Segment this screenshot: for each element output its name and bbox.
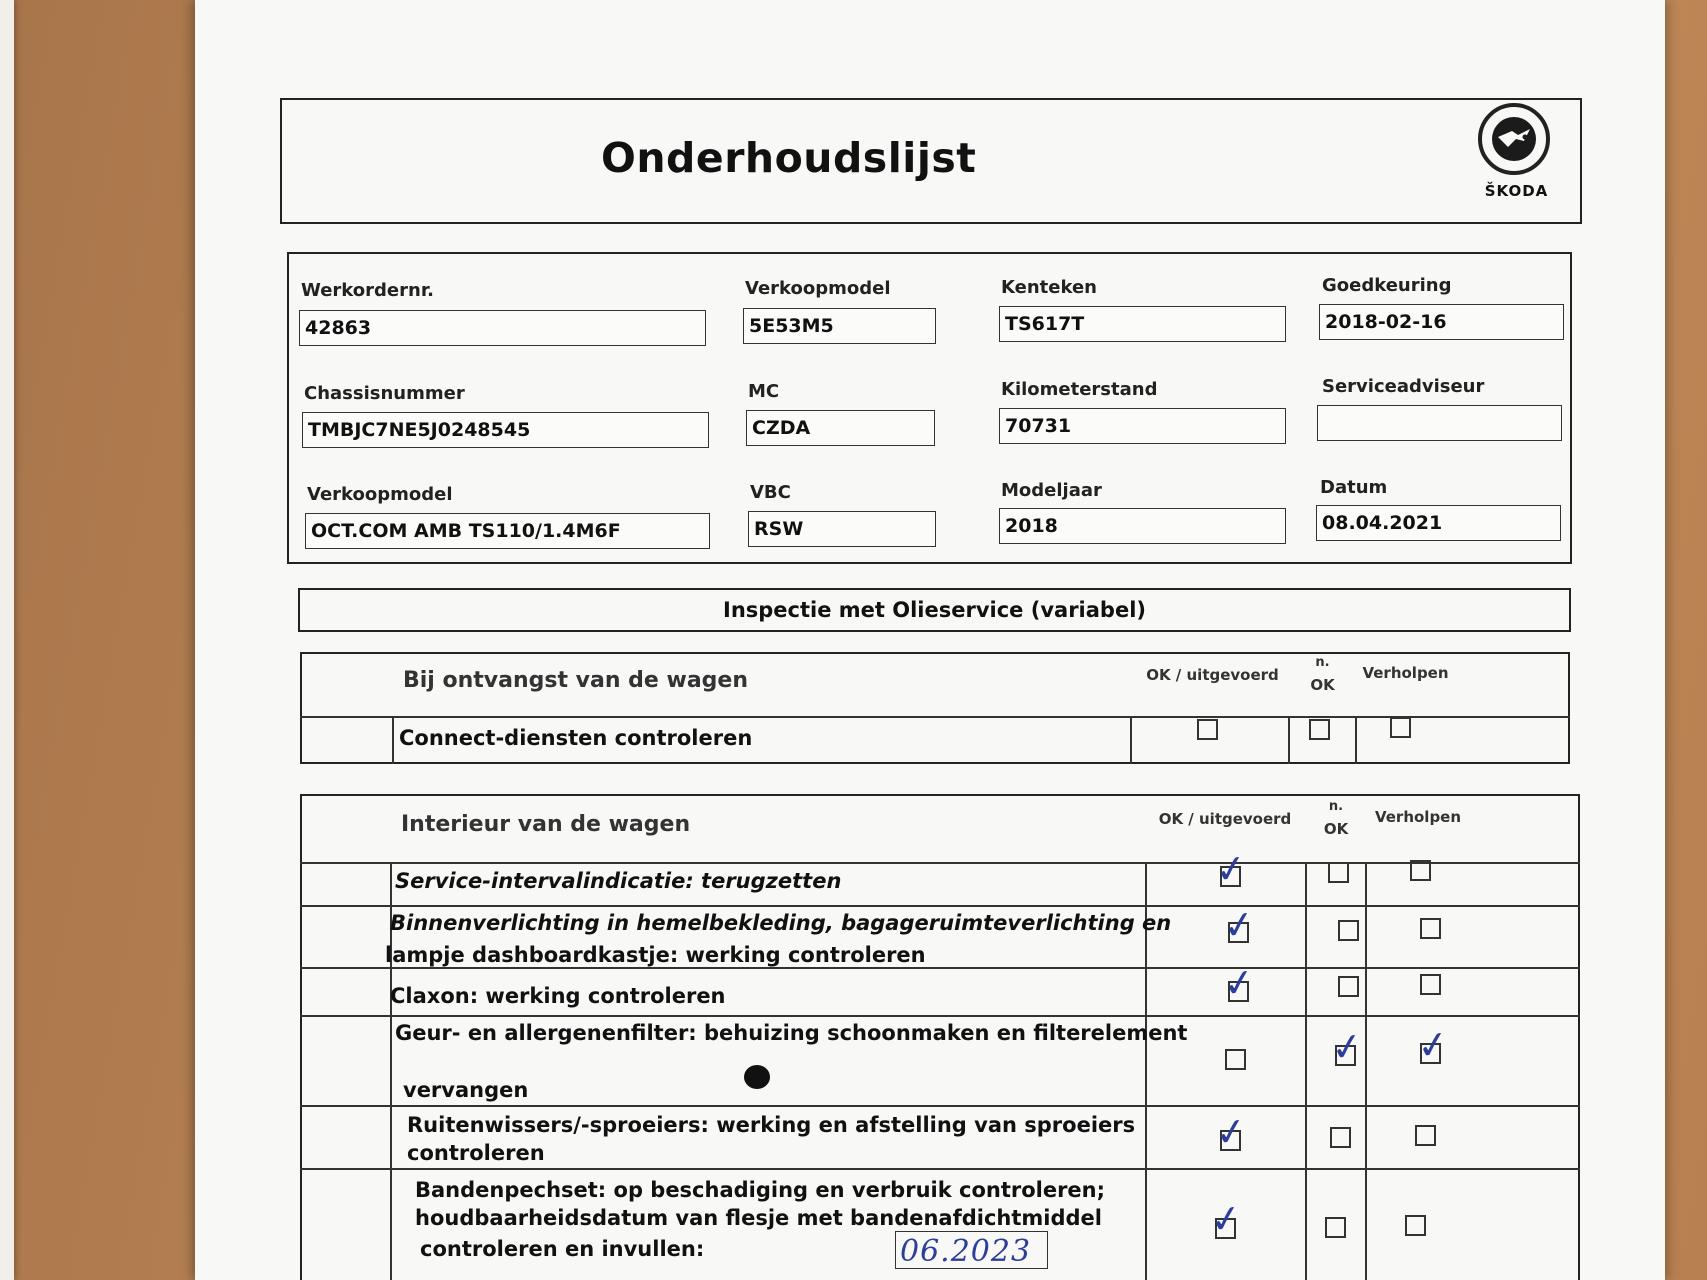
handwritten-expiry-date: 06.2023 — [900, 1234, 1032, 1269]
interior-row-divider — [300, 1015, 1580, 1017]
interior-header-divider — [300, 862, 1580, 864]
checkmark-icon: ✓ — [1220, 900, 1258, 950]
receipt-col-line — [1355, 716, 1357, 764]
interior-row-4-ok-checkbox[interactable] — [1225, 1049, 1246, 1070]
interior-row-5-nok-checkbox[interactable] — [1330, 1127, 1351, 1148]
interior-row-label-line2: controleren — [407, 1141, 545, 1165]
vbc-label: VBC — [750, 482, 791, 503]
interior-row-label-line3: controleren en invullen: — [420, 1237, 705, 1261]
interior-row-label: Binnenverlichting in hemelbekleding, bagageruimteverlichting en — [390, 911, 1172, 935]
interior-row-1-fixed-checkbox[interactable] — [1410, 860, 1431, 881]
chassisnummer-field[interactable]: TMBJC7NE5J0248545 — [302, 412, 709, 448]
interior-row-5-fixed-checkbox[interactable] — [1415, 1125, 1436, 1146]
verkoopmodel-code-label: Verkoopmodel — [745, 278, 891, 299]
interior-row-3-fixed-checkbox[interactable] — [1420, 974, 1441, 995]
chassisnummer-label: Chassisnummer — [304, 383, 465, 404]
receipt-fixed-checkbox[interactable] — [1390, 717, 1411, 738]
verkoopmodel-field[interactable]: OCT.COM AMB TS110/1.4M6F — [305, 513, 710, 549]
interior-col-line — [1365, 862, 1367, 1280]
interior-row-label: Bandenpechset: op beschadiging en verbruik controleren; — [415, 1178, 1106, 1202]
checkmark-icon: ✓ — [1212, 844, 1250, 894]
checkmark-icon: ✓ — [1414, 1020, 1452, 1070]
mc-field[interactable]: CZDA — [746, 410, 935, 446]
col-ok: OK / uitgevoerd — [1158, 810, 1292, 828]
interior-row-1-nok-checkbox[interactable] — [1328, 862, 1349, 883]
interior-row-3-nok-checkbox[interactable] — [1338, 976, 1359, 997]
interior-row-6-nok-checkbox[interactable] — [1325, 1217, 1346, 1238]
col-nok-top: n. — [1315, 655, 1330, 670]
datum-label: Datum — [1320, 477, 1388, 498]
vbc-field[interactable]: RSW — [748, 511, 936, 547]
receipt-col-line — [1288, 716, 1290, 764]
serviceadviseur-label: Serviceadviseur — [1322, 376, 1485, 397]
datum-field[interactable]: 08.04.2021 — [1316, 505, 1561, 541]
receipt-col-line — [392, 716, 394, 764]
receipt-title: Bij ontvangst van de wagen — [403, 668, 749, 693]
col-nok-top: n. — [1328, 799, 1344, 814]
kenteken-label: Kenteken — [1001, 277, 1097, 298]
checkmark-icon: ✓ — [1212, 1107, 1250, 1157]
kilometerstand-field[interactable]: 70731 — [999, 408, 1286, 444]
interior-row-divider — [300, 905, 1580, 907]
ink-dot — [744, 1065, 770, 1089]
interior-row-label: Service-intervalindicatie: terugzetten — [395, 869, 842, 893]
interior-col-line — [1305, 862, 1307, 1280]
modeljaar-label: Modeljaar — [1001, 480, 1102, 501]
serviceadviseur-field[interactable] — [1317, 405, 1562, 441]
receipt-ok-checkbox[interactable] — [1197, 719, 1218, 740]
col-ok: OK / uitgevoerd — [1146, 666, 1279, 684]
interior-row-label: Claxon: werking controleren — [390, 984, 726, 1008]
adjacent-paper-edge — [0, 0, 14, 1280]
kenteken-field[interactable]: TS617T — [999, 306, 1286, 342]
interior-row-label: Geur- en allergenenfilter: behuizing schoonmaken en filterelement — [395, 1021, 1188, 1045]
section-title: Inspectie met Olieservice (variabel) — [298, 588, 1571, 632]
interior-row-label: Ruitenwissers/-sproeiers: werking en afstelling van sproeiers — [407, 1113, 1136, 1137]
maintenance-sheet — [195, 0, 1665, 1280]
mc-label: MC — [748, 381, 780, 402]
checkmark-icon: ✓ — [1328, 1022, 1366, 1072]
modeljaar-field[interactable]: 2018 — [999, 508, 1286, 544]
interior-row-2-nok-checkbox[interactable] — [1338, 920, 1359, 941]
goedkeuring-label: Goedkeuring — [1322, 275, 1452, 296]
verkoopmodel-code-field[interactable]: 5E53M5 — [743, 308, 936, 344]
receipt-col-line — [1130, 716, 1132, 764]
interior-row-divider — [300, 1105, 1580, 1107]
interior-row-label-line2: houdbaarheidsdatum van flesje met bandenafdichtmiddel — [415, 1206, 1102, 1230]
skoda-arrow-icon — [1488, 113, 1540, 165]
receipt-divider — [300, 716, 1570, 718]
receipt-row-label: Connect-diensten controleren — [399, 726, 753, 750]
col-fixed: Verholpen — [1362, 664, 1449, 682]
skoda-logo-icon — [1478, 103, 1550, 175]
receipt-nok-checkbox[interactable] — [1309, 719, 1330, 740]
verkoopmodel-label: Verkoopmodel — [307, 484, 453, 505]
document-title: Onderhoudslijst — [601, 134, 977, 182]
werkordernr-label: Werkordernr. — [301, 280, 434, 301]
col-nok: OK — [1323, 820, 1349, 838]
interior-row-divider — [300, 1168, 1580, 1170]
interior-row-label-line2: lampje dashboardkastje: werking controleren — [385, 943, 926, 967]
kilometerstand-label: Kilometerstand — [1001, 379, 1158, 400]
col-fixed: Verholpen — [1374, 808, 1462, 826]
interior-title: Interieur van de wagen — [401, 812, 691, 837]
goedkeuring-field[interactable]: 2018-02-16 — [1319, 304, 1564, 340]
interior-row-2-fixed-checkbox[interactable] — [1420, 918, 1441, 939]
checkmark-icon: ✓ — [1207, 1194, 1245, 1244]
werkordernr-field[interactable]: 42863 — [299, 310, 706, 346]
col-nok: OK — [1310, 676, 1335, 694]
interior-row-6-fixed-checkbox[interactable] — [1405, 1215, 1426, 1236]
interior-row-label-line2: vervangen — [403, 1078, 529, 1102]
brand-wordmark: ŠKODA — [1484, 182, 1549, 200]
checkmark-icon: ✓ — [1220, 958, 1258, 1008]
